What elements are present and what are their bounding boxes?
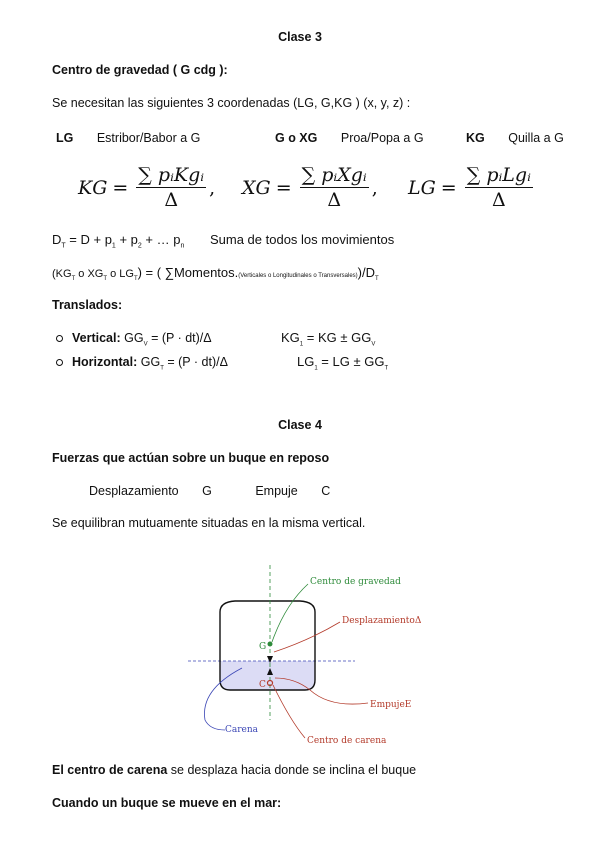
dt-line (52, 232, 394, 250)
traslados-title: Translados: (52, 298, 123, 312)
coord-xg (275, 131, 424, 145)
formula-b: o XG (75, 268, 104, 280)
water-fill (220, 661, 315, 690)
buoyancy-diagram (180, 560, 440, 750)
traslado-label: Horizontal: (72, 355, 138, 369)
eq-lhs: KG (78, 176, 108, 199)
cdg-leader (272, 584, 308, 642)
formula-a: (KG (52, 268, 72, 280)
dt-sub-2: 2 (137, 242, 142, 250)
carena-text-bold: El centro de carena (52, 763, 168, 777)
carena-label: Carena (225, 725, 259, 735)
equation-kg: KG = $\frac{\text{∑ pᵢKgᵢ}}{\Delta}$ , (78, 164, 216, 211)
eq-lhs: LG (408, 176, 436, 199)
traslado-gg: GG (140, 355, 161, 369)
coord-key: KG (466, 131, 485, 145)
traslado-kg-tail: T (384, 365, 389, 372)
traslado-vertical (56, 331, 212, 348)
eq-trail: , (209, 176, 216, 199)
force-empuje: Empuje (255, 484, 298, 498)
centro-carena-leader (273, 685, 305, 738)
coord-desc: Estribor/Babor a G (96, 131, 201, 145)
force-desplazamiento: Desplazamiento (89, 484, 179, 498)
traslado-gg-sub: T (160, 365, 164, 372)
coords-intro: Se necesitan las siguientes 3 coordenadas (LG, G,KG ) (x, y, z) : (52, 96, 411, 110)
traslado-gg-sub: V (143, 341, 148, 348)
c-label: C (259, 680, 266, 690)
dt-sub-n: n (180, 242, 185, 250)
g-label: G (259, 642, 267, 652)
last-heading: Cuando un buque se mueve en el mar: (52, 796, 282, 810)
formula-t: T (375, 276, 379, 283)
traslado-label: Vertical: (72, 331, 121, 345)
coord-kg (466, 131, 564, 145)
eq-numerator: ∑ pᵢKgᵢ (138, 164, 205, 186)
equilibrium-text: Se equilibran mutuamente situadas en la misma vertical. (52, 516, 366, 530)
traslado-kg-sub: 1 (299, 341, 304, 348)
cdg-heading: Centro de gravedad ( G cdg ): (52, 63, 228, 77)
eq-numerator: ∑ pᵢXgᵢ (301, 164, 367, 186)
forces-line (89, 484, 330, 498)
dt-rest: = D + p (65, 232, 112, 247)
eq-denominator: Δ (164, 189, 179, 211)
g-point (268, 642, 273, 647)
bullet-icon (56, 335, 63, 342)
eq-denominator: Δ (491, 189, 506, 211)
eq-trail: , (371, 176, 378, 199)
traslado-expr: = (P · dt)/Δ (147, 331, 212, 345)
cdg-label: Centro de gravedad (310, 577, 401, 587)
force-desplazamiento-symbol: G (202, 484, 212, 498)
formula-small: (Verticales o Longitudinales o Transversales) (238, 273, 358, 279)
traslado-kg-expr: = LG ± GG (317, 354, 385, 369)
formula-d: ) = ( ∑Momentos. (137, 265, 239, 280)
force-empuje-symbol: C (321, 484, 331, 498)
traslado-expr: = (P · dt)/Δ (163, 355, 228, 369)
formula-e: )/D (357, 265, 376, 280)
traslado-horizontal (56, 355, 228, 372)
fuerzas-heading: Fuerzas que actúan sobre un buque en reposo (52, 451, 330, 465)
coord-desc: Proa/Popa a G (340, 131, 424, 145)
carena-text (52, 763, 416, 777)
coord-key: LG (56, 131, 74, 145)
empuje-label: EmpujeE (370, 700, 412, 710)
equation-xg: XG = $\frac{\text{∑ pᵢXgᵢ}}{\Delta}$ , (242, 164, 378, 211)
formula-c: o LG (107, 268, 134, 280)
eq-lhs: XG (242, 176, 271, 199)
eq-numerator: ∑ pᵢLgᵢ (466, 164, 531, 186)
eq-denominator: Δ (327, 189, 342, 211)
traslado-kg-expr: = KG ± GG (303, 330, 372, 345)
coord-key: G o XG (275, 131, 318, 145)
dt-sub: T (61, 242, 66, 250)
bullet-icon (56, 359, 63, 366)
coord-desc: Quilla a G (508, 131, 564, 145)
dt-p2: + p (115, 232, 138, 247)
traslado-kg: LG (297, 354, 315, 369)
traslado-kg-tail: V (371, 341, 376, 348)
desplaz-leader (274, 622, 340, 652)
coord-lg (56, 131, 200, 145)
equations-row (0, 164, 600, 216)
equation-lg: LG = $\frac{\text{∑ pᵢLgᵢ}}{\Delta}$ (408, 164, 531, 211)
traslado-kg: KG (281, 330, 300, 345)
traslado-horizontal-lg (297, 354, 388, 372)
centro-carena-label: Centro de carena (307, 736, 387, 746)
formula-line: ($KG_T$ o $XG_T$ o $LG_T$) = ( ∑Momentos.(Verticales o Longitudinales o $Transversales))/D_T$ (52, 265, 379, 283)
traslado-gg: GG (124, 331, 144, 345)
clase3-title: Clase 3 (278, 30, 322, 44)
dt-sub-1: 1 (111, 242, 116, 250)
traslado-vertical-kg (281, 330, 375, 348)
dt-note: Suma de todos los movimientos (209, 232, 395, 247)
dt-dots: + … p (141, 232, 181, 247)
dt-symbol: D (52, 232, 62, 247)
clase4-title: Clase 4 (278, 418, 322, 432)
traslado-kg-sub: 1 (314, 365, 318, 372)
desplaz-label: DesplazamientoΔ (342, 616, 422, 626)
carena-text-rest: se desplaza hacia donde se inclina el buque (167, 763, 417, 777)
